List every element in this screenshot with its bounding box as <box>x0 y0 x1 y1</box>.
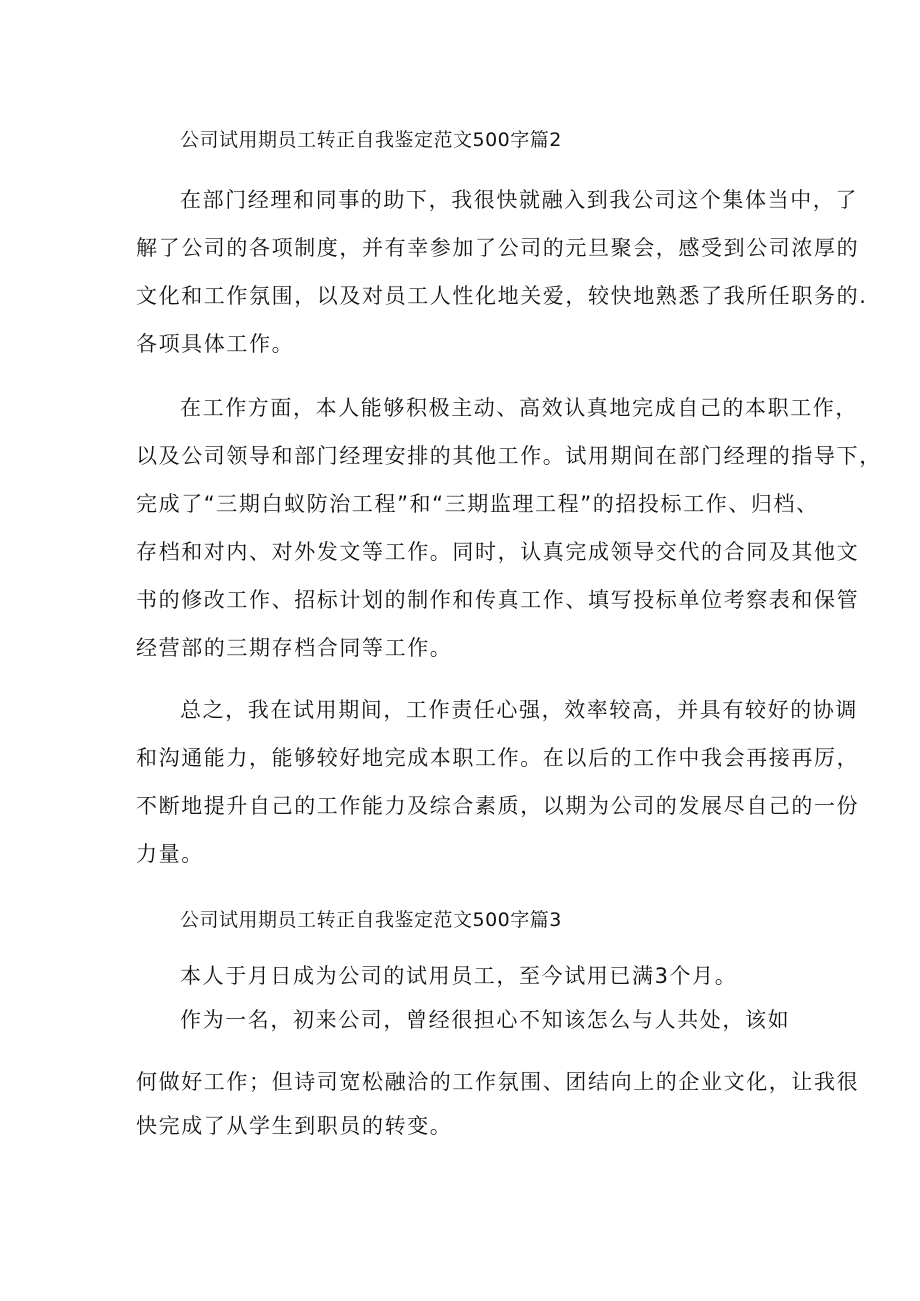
paragraph-line: 不断地提升自己的工作能力及综合素质，以期为公司的发展尽自己的一份 <box>136 794 860 818</box>
paragraph-line: 经营部的三期存档合同等工作。 <box>136 636 453 660</box>
section-heading-2: 公司试用期员工转正自我鉴定范文500字篇2 <box>180 129 562 151</box>
paragraph-line: 作为一名，初来公司，曾经很担心不知该怎么与人共处，该如 <box>180 1008 791 1032</box>
paragraph-3 <box>136 686 860 878</box>
paragraph-line: 快完成了从学生到职员的转变。 <box>136 1114 453 1138</box>
paragraph-line: 存档和对内、对外发文等工作。同时，认真完成领导交代的合同及其他文 <box>136 540 860 564</box>
paragraph-line: 何做好工作；但诗司宽松融洽的工作氛围、团结向上的企业文化，让我很 <box>136 1070 860 1094</box>
paragraph-line: 各项具体工作。 <box>136 332 295 356</box>
paragraph-2 <box>136 384 882 672</box>
paragraph-line: 力量。 <box>136 842 204 866</box>
paragraph-line: 解了公司的各项制度，并有幸参加了公司的元旦聚会，感受到公司浓厚的 <box>136 236 860 260</box>
paragraph-line: 书的修改工作、招标计划的制作和传真工作、填写投标单位考察表和保管 <box>136 588 860 612</box>
paragraph-4 <box>136 952 796 1044</box>
paragraph-line: 和沟通能力，能够较好地完成本职工作。在以后的工作中我会再接再厉， <box>136 746 860 770</box>
paragraph-line: 以及公司领导和部门经理安排的其他工作。试用期间在部门经理的指导下， <box>136 444 882 468</box>
paragraph-line: 完成了“三期白蚁防治工程”和“三期监理工程”的招投标工作、归档、 <box>136 492 819 516</box>
paragraph-line: 在部门经理和同事的助下，我很快就融入到我公司这个集体当中，了 <box>180 188 858 212</box>
paragraph-5 <box>136 1058 860 1150</box>
paragraph-line: 总之，我在试用期间，工作责任心强，效率较高，并具有较好的协调 <box>180 698 858 722</box>
paragraph-line: 文化和工作氛围，以及对员工人性化地关爱，较快地熟悉了我所任职务的. <box>136 284 868 308</box>
paragraph-line: 本人于月日成为公司的试用员工，至今试用已满3个月。 <box>180 964 738 988</box>
paragraph-line: 在工作方面，本人能够积极主动、高效认真地完成自己的本职工作， <box>180 396 858 420</box>
paragraph-1 <box>136 176 868 368</box>
section-heading-3: 公司试用期员工转正自我鉴定范文500字篇3 <box>180 909 562 931</box>
